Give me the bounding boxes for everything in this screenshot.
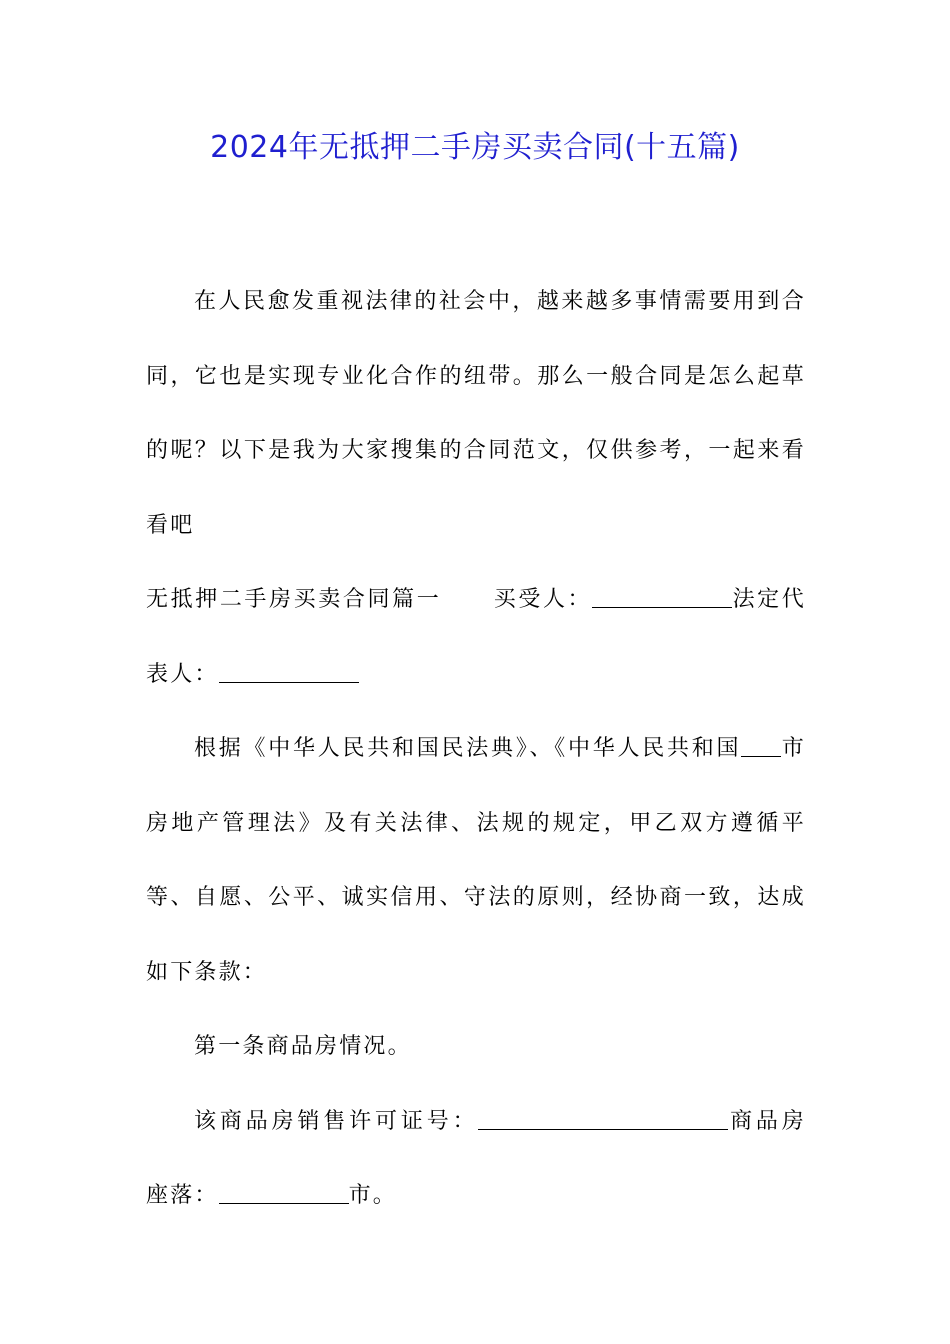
legal-rep-blank bbox=[219, 662, 359, 683]
legal-rep-label: 法定代表人： bbox=[146, 587, 806, 687]
section-heading-paragraph bbox=[146, 563, 806, 712]
intro-paragraph: 在人民愈发重视法律的社会中，越来越多事情需要用到合同，它也是实现专业化合作的纽带。那么一般合同是怎么起草的呢？以下是我为大家搜集的合同范文，仅供参考，一起来看看吧 bbox=[146, 289, 806, 538]
location-blank bbox=[219, 1183, 349, 1204]
permit-label: 该商品房销售许可证号： bbox=[194, 1108, 479, 1134]
basis-text-1: 根据《中华人民共和国民法典》、《中华人民共和国 bbox=[194, 736, 742, 761]
buyer-blank bbox=[592, 587, 732, 608]
basis-paragraph bbox=[146, 712, 806, 1010]
location-label: 商品房座落： bbox=[146, 1108, 806, 1208]
buyer-label: 买受人： bbox=[493, 587, 593, 612]
basis-text-2: 市房地产管理法》及有关法律、法规的规定，甲乙双方遵循平等、自愿、公平、诚实信用、守法的原则，经协商一致，达成如下条款： bbox=[146, 736, 806, 985]
permit-paragraph bbox=[146, 1085, 806, 1234]
section-heading: 无抵押二手房买卖合同篇一 bbox=[146, 587, 442, 612]
document-title: 2024年无抵押二手房买卖合同(十五篇) bbox=[210, 130, 740, 165]
permit-blank bbox=[478, 1109, 728, 1130]
city-blank bbox=[741, 736, 781, 757]
document-body bbox=[146, 265, 806, 1234]
article-1-heading: 第一条商品房情况。 bbox=[194, 1034, 412, 1059]
city-suffix: 市。 bbox=[348, 1183, 398, 1208]
